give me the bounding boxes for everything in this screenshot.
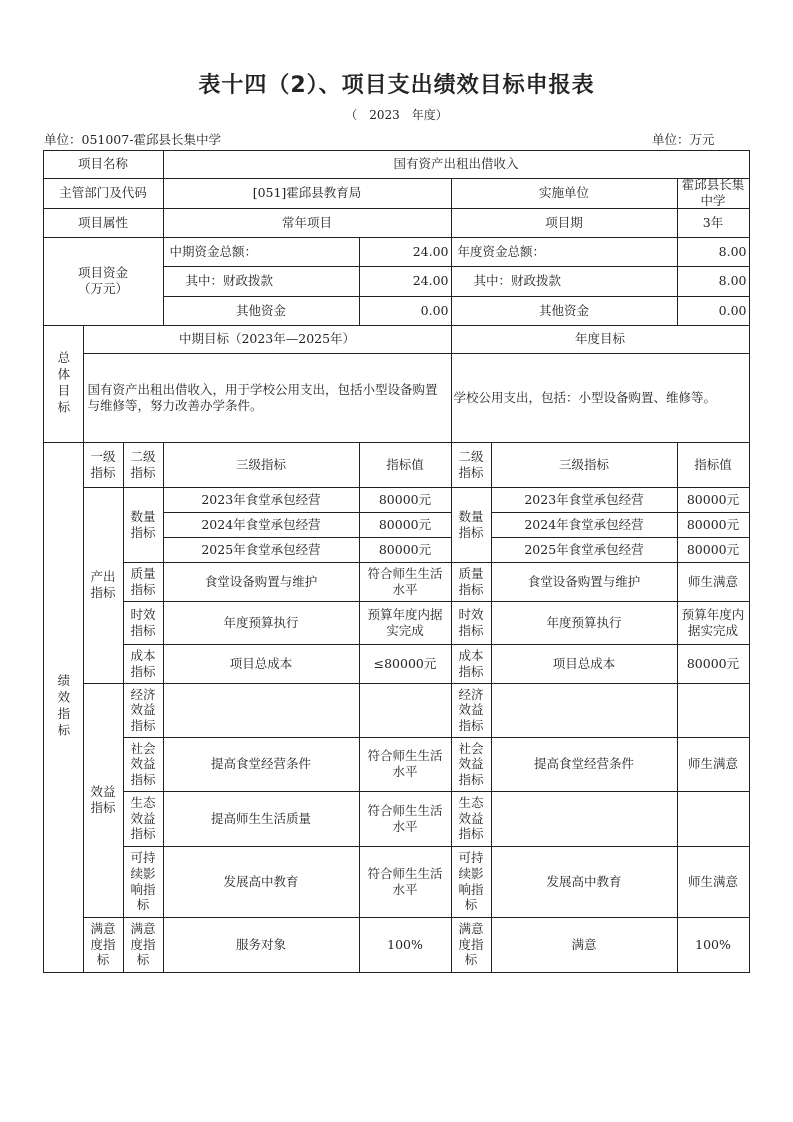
- level2-satisfaction-mid: 满意度指标: [123, 917, 164, 973]
- mid-social-name: 提高食堂经营条件: [163, 737, 360, 792]
- dept-value: [051]霍邱县教育局: [163, 178, 452, 209]
- year-economic-value: [677, 683, 750, 738]
- header-level1: 一级指标: [83, 442, 124, 488]
- mid-quantity-2-value: 80000元: [359, 512, 452, 538]
- mid-goal-header: 中期目标（2023年—2025年）: [83, 325, 452, 354]
- year-fiscal-label: 其中：财政拨款: [451, 266, 678, 297]
- year-quantity-1-value: 80000元: [677, 487, 750, 513]
- level2-ecological-year: 生态效益指标: [451, 791, 492, 847]
- mid-sustainable-value: 符合师生生活水平: [359, 846, 452, 918]
- year-quantity-2-value: 80000元: [677, 512, 750, 538]
- level2-social-mid: 社会效益指标: [123, 737, 164, 792]
- mid-cost-name: 项目总成本: [163, 644, 360, 684]
- header-value-year: 指标值: [677, 442, 750, 488]
- year-social-name: 提高食堂经营条件: [491, 737, 678, 792]
- year-economic-name: [491, 683, 678, 738]
- mid-satisfaction-value: 100%: [359, 917, 452, 973]
- mid-quality-name: 食堂设备购置与维护: [163, 562, 360, 602]
- year-total-label: 年度资金总额：: [451, 237, 678, 267]
- level2-economic-year: 经济效益指标: [451, 683, 492, 738]
- mid-economic-value: [359, 683, 452, 738]
- mid-quality-value: 符合师生生活水平: [359, 562, 452, 602]
- mid-total-label: 中期资金总额：: [163, 237, 360, 267]
- funds-label: 项目资金 （万元）: [43, 237, 164, 326]
- level2-satisfaction-year: 满意度指标: [451, 917, 492, 973]
- year-other-label: 其他资金: [451, 296, 678, 326]
- year-total-value: 8.00: [677, 237, 750, 267]
- year-time-name: 年度预算执行: [491, 601, 678, 645]
- header-level2-year: 二级指标: [451, 442, 492, 488]
- level2-timeliness-year: 时效指标: [451, 601, 492, 645]
- year-satisfaction-name: 满意: [491, 917, 678, 973]
- mid-other-value: 0.00: [359, 296, 452, 326]
- year-goal-header: 年度目标: [451, 325, 750, 354]
- level2-economic-mid: 经济效益指标: [123, 683, 164, 738]
- level1-satisfaction: 满意度指标: [83, 917, 124, 973]
- unit-currency: 单位：万元: [652, 132, 715, 147]
- mid-ecological-value: 符合师生生活水平: [359, 791, 452, 847]
- mid-cost-value: ≤80000元: [359, 644, 452, 684]
- indicators-label-text: 绩效指标: [55, 674, 71, 740]
- level2-quality-mid: 质量指标: [123, 562, 164, 602]
- level2-quantity-mid: 数量指标: [123, 487, 164, 563]
- year-quality-name: 食堂设备购置与维护: [491, 562, 678, 602]
- year-sustainable-value: 师生满意: [677, 846, 750, 918]
- mid-sustainable-name: 发展高中教育: [163, 846, 360, 918]
- mid-time-value: 预算年度内据实完成: [359, 601, 452, 645]
- mid-time-name: 年度预算执行: [163, 601, 360, 645]
- unit-organization: 单位：051007-霍邱县长集中学: [44, 132, 221, 147]
- year-cost-value: 80000元: [677, 644, 750, 684]
- header-level3-mid: 三级指标: [163, 442, 360, 488]
- mid-fiscal-label: 其中：财政拨款: [163, 266, 360, 297]
- mid-total-value: 24.00: [359, 237, 452, 267]
- year-quality-value: 师生满意: [677, 562, 750, 602]
- impl-unit-value: 霍邱县长集中学: [677, 178, 750, 209]
- mid-quantity-2-name: 2024年食堂承包经营: [163, 512, 360, 538]
- level1-output: 产出指标: [83, 487, 124, 684]
- year-quantity-3-name: 2025年食堂承包经营: [491, 537, 678, 563]
- mid-economic-name: [163, 683, 360, 738]
- year-time-value: 预算年度内据实完成: [677, 601, 750, 645]
- project-name-label: 项目名称: [43, 150, 164, 179]
- year-other-value: 0.00: [677, 296, 750, 326]
- year-sustainable-name: 发展高中教育: [491, 846, 678, 918]
- attr-label: 项目属性: [43, 208, 164, 238]
- dept-label: 主管部门及代码: [43, 178, 164, 209]
- mid-goal-text: 国有资产出租出借收入，用于学校公用支出，包括小型设备购置与维修等，努力改善办学条件。: [83, 353, 452, 443]
- report-year: （ 2023 年度）: [345, 108, 448, 122]
- year-goal-text: 学校公用支出，包括：小型设备购置、维修等。: [451, 353, 750, 443]
- period-label: 项目期: [451, 208, 678, 238]
- period-value: 3年: [677, 208, 750, 238]
- year-cost-name: 项目总成本: [491, 644, 678, 684]
- level2-social-year: 社会效益指标: [451, 737, 492, 792]
- year-social-value: 师生满意: [677, 737, 750, 792]
- year-ecological-value: [677, 791, 750, 847]
- year-satisfaction-value: 100%: [677, 917, 750, 973]
- mid-other-label: 其他资金: [163, 296, 360, 326]
- level1-benefit: 效益指标: [83, 683, 124, 918]
- year-quantity-1-name: 2023年食堂承包经营: [491, 487, 678, 513]
- impl-unit-label: 实施单位: [451, 178, 678, 209]
- level2-quantity-year: 数量指标: [451, 487, 492, 563]
- mid-fiscal-value: 24.00: [359, 266, 452, 297]
- level2-ecological-mid: 生态效益指标: [123, 791, 164, 847]
- mid-quantity-1-value: 80000元: [359, 487, 452, 513]
- header-level2-mid: 二级指标: [123, 442, 164, 488]
- year-quantity-2-name: 2024年食堂承包经营: [491, 512, 678, 538]
- mid-quantity-3-name: 2025年食堂承包经营: [163, 537, 360, 563]
- overall-goal-label: 总体目标: [43, 325, 84, 443]
- page-title: 表十四（2）、项目支出绩效目标申报表: [198, 73, 595, 98]
- year-ecological-name: [491, 791, 678, 847]
- level2-cost-mid: 成本指标: [123, 644, 164, 684]
- indicators-label: [43, 442, 84, 973]
- level2-sustainable-mid: 可持续影响指标: [123, 846, 164, 918]
- mid-satisfaction-name: 服务对象: [163, 917, 360, 973]
- level2-sustainable-year: 可持续影响指标: [451, 846, 492, 918]
- mid-quantity-3-value: 80000元: [359, 537, 452, 563]
- level2-quality-year: 质量指标: [451, 562, 492, 602]
- mid-quantity-1-name: 2023年食堂承包经营: [163, 487, 360, 513]
- year-quantity-3-value: 80000元: [677, 537, 750, 563]
- project-name-value: 国有资产出租出借收入: [163, 150, 750, 179]
- attr-value: 常年项目: [163, 208, 452, 238]
- level2-cost-year: 成本指标: [451, 644, 492, 684]
- year-fiscal-value: 8.00: [677, 266, 750, 297]
- level2-timeliness-mid: 时效指标: [123, 601, 164, 645]
- mid-social-value: 符合师生生活水平: [359, 737, 452, 792]
- header-value-mid: 指标值: [359, 442, 452, 488]
- mid-ecological-name: 提高师生生活质量: [163, 791, 360, 847]
- header-level3-year: 三级指标: [491, 442, 678, 488]
